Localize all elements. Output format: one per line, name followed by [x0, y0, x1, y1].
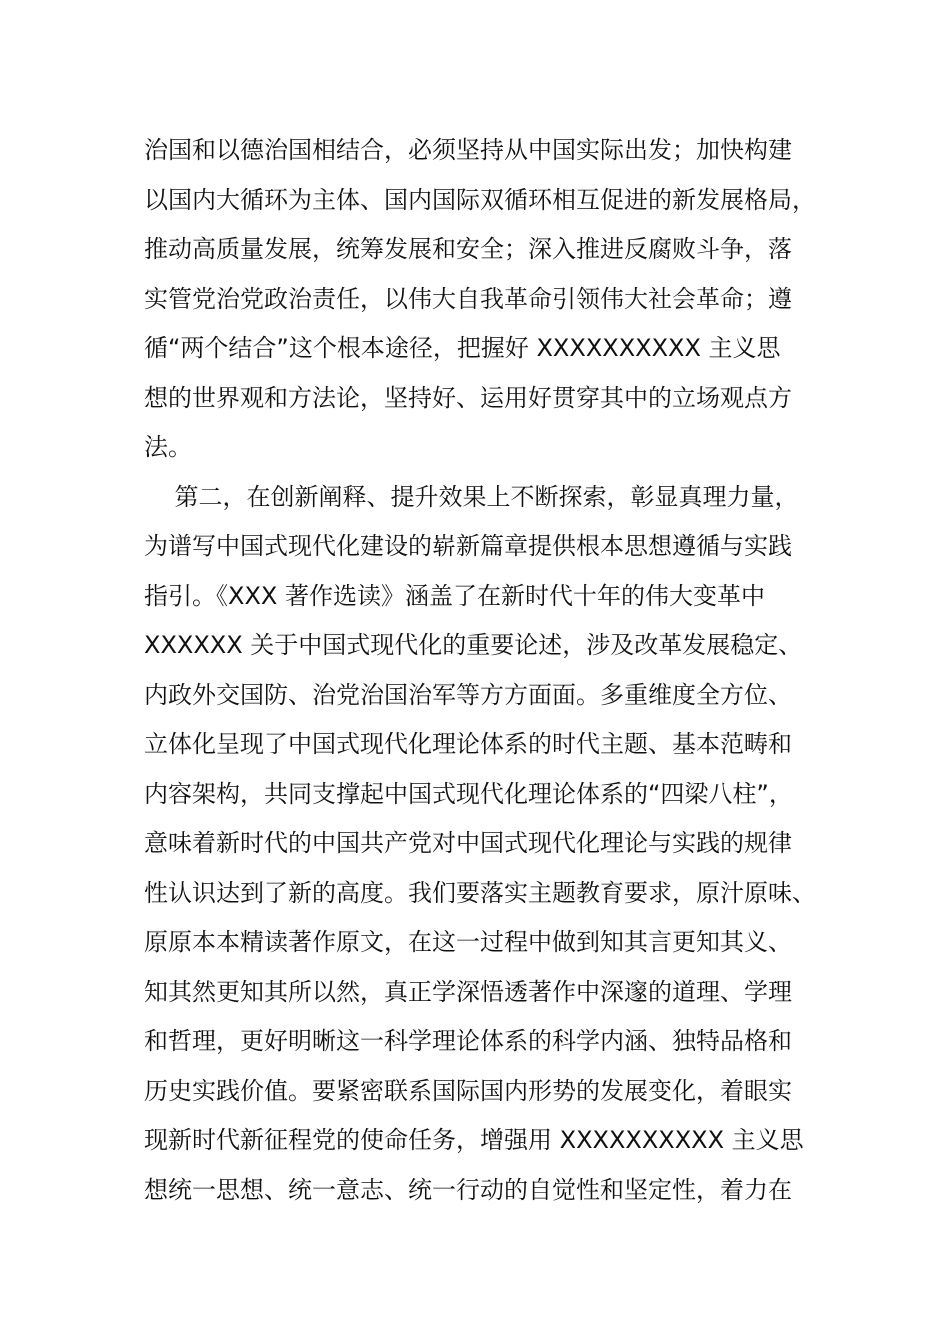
- text-line: 为谱写中国式现代化建设的崭新篇章提供根本思想遵循与实践: [144, 532, 792, 560]
- text-line: XXXXXX 关于中国式现代化的重要论述，涉及改革发展稳定、: [144, 631, 803, 659]
- text-line: 意味着新时代的中国共产党对中国式现代化理论与实践的规律: [144, 829, 792, 857]
- text-line: 原原本本精读著作原文，在这一过程中做到知其言更知其义、: [144, 928, 792, 956]
- text-line: 想的世界观和方法论，坚持好、运用好贯穿其中的立场观点方: [144, 383, 792, 412]
- text-line: 法。: [144, 433, 192, 461]
- text-line: 性认识达到了新的高度。我们要落实主题教育要求，原汁原味、: [144, 878, 816, 907]
- text-line: 循“两个结合”这个根本途径，把握好 XXXXXXXXXX 主义思: [144, 334, 781, 362]
- body-text: [144, 126, 814, 1215]
- text-line: 以国内大循环为主体、国内国际双循环相互促进的新发展格局，: [144, 185, 816, 214]
- text-line: 历史实践价值。要紧密联系国际国内形势的发展变化，着眼实: [144, 1076, 792, 1105]
- text-line: 立体化呈现了中国式现代化理论体系的时代主题、基本范畴和: [144, 730, 792, 758]
- text-line: 和哲理，更好明晰这一科学理论体系的科学内涵、独特品格和: [144, 1027, 792, 1055]
- text-line: 内政外交国防、治党治国治军等方方面面。多重维度全方位、: [144, 680, 792, 709]
- text-line: 内容架构，共同支撑起中国式现代化理论体系的“四梁八柱”，: [144, 779, 793, 808]
- text-line: 治国和以德治国相结合，必须坚持从中国实际出发；加快构建: [144, 136, 792, 164]
- text-line: 现新时代新征程党的使命任务，增强用 XXXXXXXXXX 主义思: [144, 1126, 804, 1154]
- text-line: 推动高质量发展，统筹发展和安全；深入推进反腐败斗争，落: [144, 235, 792, 263]
- text-line: 知其然更知其所以然，真正学深悟透著作中深邃的道理、学理: [144, 977, 792, 1006]
- paragraph-start-line: 第二，在创新阐释、提升效果上不断探索，彰显真理力量，: [144, 482, 799, 511]
- text-line: 实管党治党政治责任，以伟大自我革命引领伟大社会革命；遵: [144, 284, 792, 313]
- text-line: 指引。《XXX 著作选读》涵盖了在新时代十年的伟大变革中: [144, 581, 765, 610]
- text-line: 想统一思想、统一意志、统一行动的自觉性和坚定性，着力在: [144, 1175, 792, 1204]
